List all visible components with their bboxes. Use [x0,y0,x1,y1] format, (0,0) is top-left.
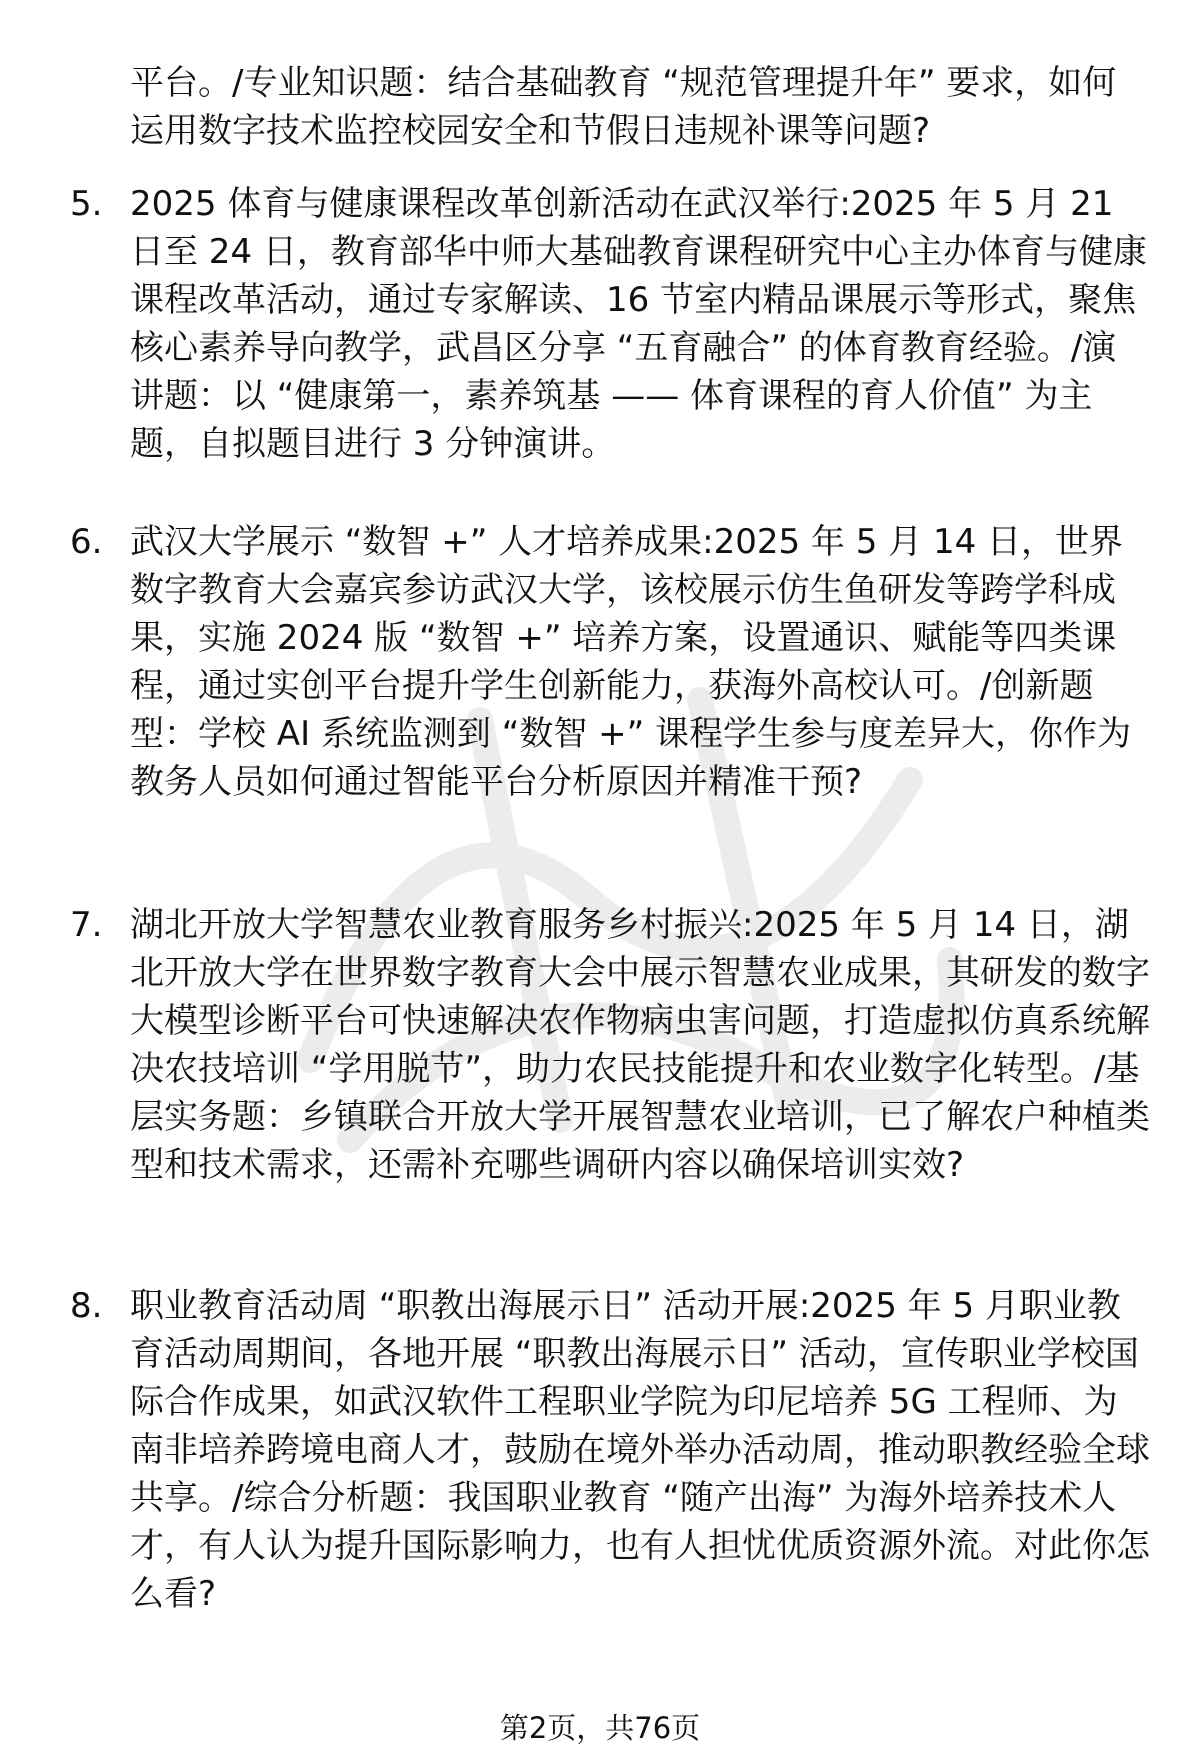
list-item [70,180,1150,468]
intro-paragraph: 平台。/专业知识题：结合基础教育 “规范管理提升年” 要求，如何运用数字技术监控校园安全和节假日违规补课等问题? [130,63,1117,151]
list-item-text: 湖北开放大学智慧农业教育服务乡村振兴:2025 年 5 月 14 日，湖北开放大学在世界数字教育大会中展示智慧农业成果，其研发的数字大模型诊断平台可快速解决农作物病虫害问题，打造虚拟仿真系统解决农技培训 “学用脱节”，助力农民技能提升和农业数字化转型。/基层实务题：乡镇联合开放大学开展智慧农业培训，已了解农户种植类型和技术需求，还需补充哪些调研内容以确保培训实效? [130,905,1150,1185]
list-item-number: 5. [70,184,103,224]
list-item [70,1282,1150,1618]
list-item-text: 职业教育活动周 “职教出海展示日” 活动开展:2025 年 5 月职业教育活动周期间，各地开展 “职教出海展示日” 活动，宣传职业学校国际合作成果，如武汉软件工程职业学院为印尼培养 5G 工程师、为南非培养跨境电商人才，鼓励在境外举办活动周，推动职教经验全球共享。/综合分析题：我国职业教育 “随产出海” 为海外培养技术人才，有人认为提升国际影响力，也有人担忧优质资源外流。对此你怎么看? [130,1286,1150,1614]
list-item [70,518,1150,806]
list-item-number: 7. [70,905,103,945]
list-item-number: 8. [70,1286,103,1326]
page-footer: 第2页，共76页 [499,1711,701,1745]
list-item-text: 2025 体育与健康课程改革创新活动在武汉举行:2025 年 5 月 21 日至 24 日，教育部华中师大基础教育课程研究中心主办体育与健康课程改革活动，通过专家解读、16 节室内精品课展示等形式，聚焦核心素养导向教学，武昌区分享 “五育融合” 的体育教育经验。/演讲题：以 “健康第一，素养筑基 —— 体育课程的育人价值” 为主题，自拟题目进行 3 分钟演讲。 [130,184,1147,464]
list-item [70,901,1150,1189]
list-item-number: 6. [70,522,103,562]
list-item-text: 武汉大学展示 “数智 +” 人才培养成果:2025 年 5 月 14 日，世界数字教育大会嘉宾参访武汉大学，该校展示仿生鱼研发等跨学科成果，实施 2024 版 “数智 +” 培养方案，设置通识、赋能等四类课程，通过实创平台提升学生创新能力，获海外高校认可。/创新题型：学校 AI 系统监测到 “数智 +” 课程学生参与度差异大，你作为教务人员如何通过智能平台分析原因并精准干预? [130,522,1132,802]
